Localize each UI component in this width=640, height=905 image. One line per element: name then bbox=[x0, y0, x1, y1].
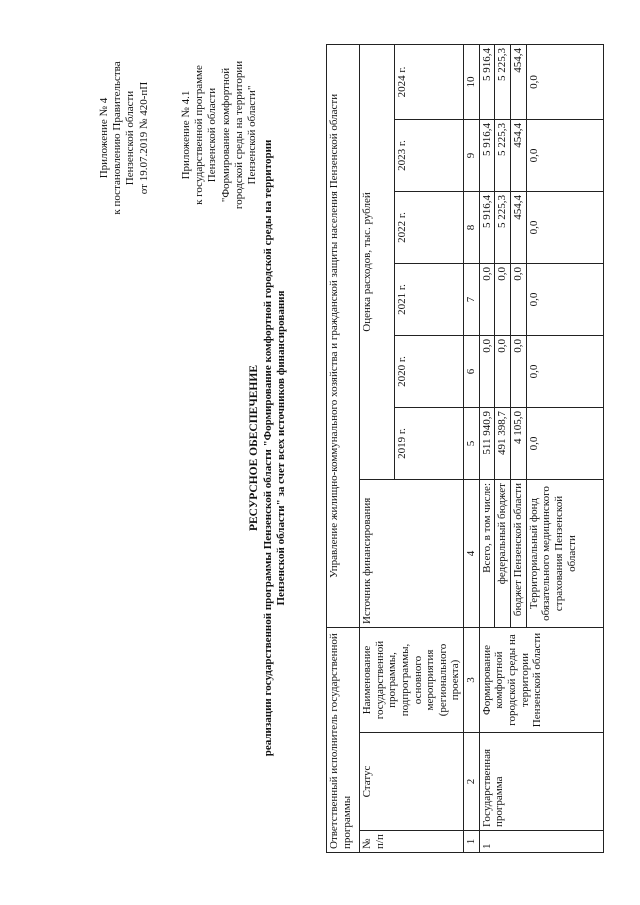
row-status: Государственная программа bbox=[479, 732, 603, 830]
executor-value: Управление жилищно-коммунального хозяйства и гражданской защиты населения Пензенской области bbox=[327, 44, 360, 627]
appendix-41-line2: Пензенской области bbox=[206, 87, 219, 182]
appendix-41-line4: городской среды на территории bbox=[232, 60, 245, 209]
source-federal: федеральный бюджет bbox=[495, 479, 511, 627]
year-2020: 2020 г. bbox=[395, 335, 464, 407]
appendix-4-title: Приложение № 4 bbox=[98, 97, 110, 178]
value-total-2023: 5 916,4 bbox=[479, 119, 495, 191]
value-regional-2024: 454,4 bbox=[511, 44, 527, 119]
row-program-name: Формирование комфортной городской среды на территории Пензенской области bbox=[479, 627, 603, 732]
col-number-5: 5 bbox=[464, 407, 480, 479]
col-number-1: 1 bbox=[464, 830, 480, 852]
value-federal-2023: 5 225,3 bbox=[495, 119, 511, 191]
col-number-6: 6 bbox=[464, 335, 480, 407]
header-status: Статус bbox=[360, 732, 464, 830]
col-number-8: 8 bbox=[464, 191, 480, 263]
heading-line3: Пензенской области" за счет всех источников финансирования bbox=[274, 290, 287, 605]
col-number-3: 3 bbox=[464, 627, 480, 732]
value-regional-2023: 454,4 bbox=[511, 119, 527, 191]
value-fund-2023: 0,0 bbox=[526, 119, 603, 191]
year-2022: 2022 г. bbox=[395, 191, 464, 263]
value-federal-2020: 0,0 bbox=[495, 335, 511, 407]
source-insurance-fund: Территориальный фонд обязательного медицинского страхования Пензенской области bbox=[526, 479, 603, 627]
table-row bbox=[479, 44, 495, 852]
appendix-4-line3: от 19.07.2019 № 420-пП bbox=[137, 81, 150, 194]
heading-title: РЕСУРСНОЕ ОБЕСПЕЧЕНИЕ bbox=[248, 364, 260, 531]
year-2019: 2019 г. bbox=[395, 407, 464, 479]
rotated-page bbox=[20, 33, 620, 873]
value-total-2021: 0,0 bbox=[479, 263, 495, 335]
heading-line2: реализации государственной программы Пензенской области "Формирование комфортной городской среды на территории bbox=[261, 139, 274, 756]
value-fund-2020: 0,0 bbox=[526, 335, 603, 407]
value-regional-2021: 0,0 bbox=[511, 263, 527, 335]
executor-label: Ответственный исполнитель государственной программы bbox=[327, 627, 360, 852]
value-fund-2024: 0,0 bbox=[526, 44, 603, 119]
col-number-9: 9 bbox=[464, 119, 480, 191]
header-num: № п/п bbox=[360, 830, 464, 852]
source-regional: бюджет Пензенской области bbox=[511, 479, 527, 627]
year-2024: 2024 г. bbox=[395, 44, 464, 119]
document-heading bbox=[248, 68, 288, 828]
year-2023: 2023 г. bbox=[395, 119, 464, 191]
value-fund-2022: 0,0 bbox=[526, 191, 603, 263]
header-name: Наименование государственной программы, подпрограммы, основного мероприятия (регионального проекта) bbox=[360, 627, 464, 732]
value-regional-2022: 454,4 bbox=[511, 191, 527, 263]
appendix-4-block bbox=[98, 43, 151, 233]
value-federal-2022: 5 225,3 bbox=[495, 191, 511, 263]
header-source: Источник финансирования bbox=[360, 479, 464, 627]
value-federal-2019: 491 398,7 bbox=[495, 407, 511, 479]
row-number: 1 bbox=[479, 830, 603, 852]
col-number-2: 2 bbox=[464, 732, 480, 830]
value-total-2024: 5 916,4 bbox=[479, 44, 495, 119]
value-federal-2024: 5 225,3 bbox=[495, 44, 511, 119]
table-header-row bbox=[360, 44, 395, 852]
value-regional-2020: 0,0 bbox=[511, 335, 527, 407]
appendix-41-line3: "Формирование комфортной bbox=[219, 67, 232, 202]
appendix-4-line2: Пензенской области bbox=[124, 90, 137, 185]
resources-table bbox=[326, 43, 604, 852]
col-number-10: 10 bbox=[464, 44, 480, 119]
value-total-2020: 0,0 bbox=[479, 335, 495, 407]
header-estimate: Оценка расходов, тыс. рублей bbox=[360, 44, 395, 479]
value-fund-2021: 0,0 bbox=[526, 263, 603, 335]
year-2021: 2021 г. bbox=[395, 263, 464, 335]
value-federal-2021: 0,0 bbox=[495, 263, 511, 335]
appendix-41-line5: Пензенской области" bbox=[245, 85, 258, 184]
col-number-7: 7 bbox=[464, 263, 480, 335]
table-column-numbers-row bbox=[464, 44, 480, 852]
value-fund-2019: 0,0 bbox=[526, 407, 603, 479]
table-row-executor bbox=[327, 44, 360, 852]
col-number-4: 4 bbox=[464, 479, 480, 627]
appendix-41-line1: к государственной программе bbox=[193, 64, 206, 205]
value-regional-2019: 4 105,0 bbox=[511, 407, 527, 479]
value-total-2019: 511 940,9 bbox=[479, 407, 495, 479]
appendix-4-line1: к постановлению Правительства bbox=[111, 60, 124, 215]
appendix-41-title: Приложение № 4.1 bbox=[180, 90, 192, 179]
source-total: Всего, в том числе: bbox=[479, 479, 495, 627]
value-total-2022: 5 916,4 bbox=[479, 191, 495, 263]
